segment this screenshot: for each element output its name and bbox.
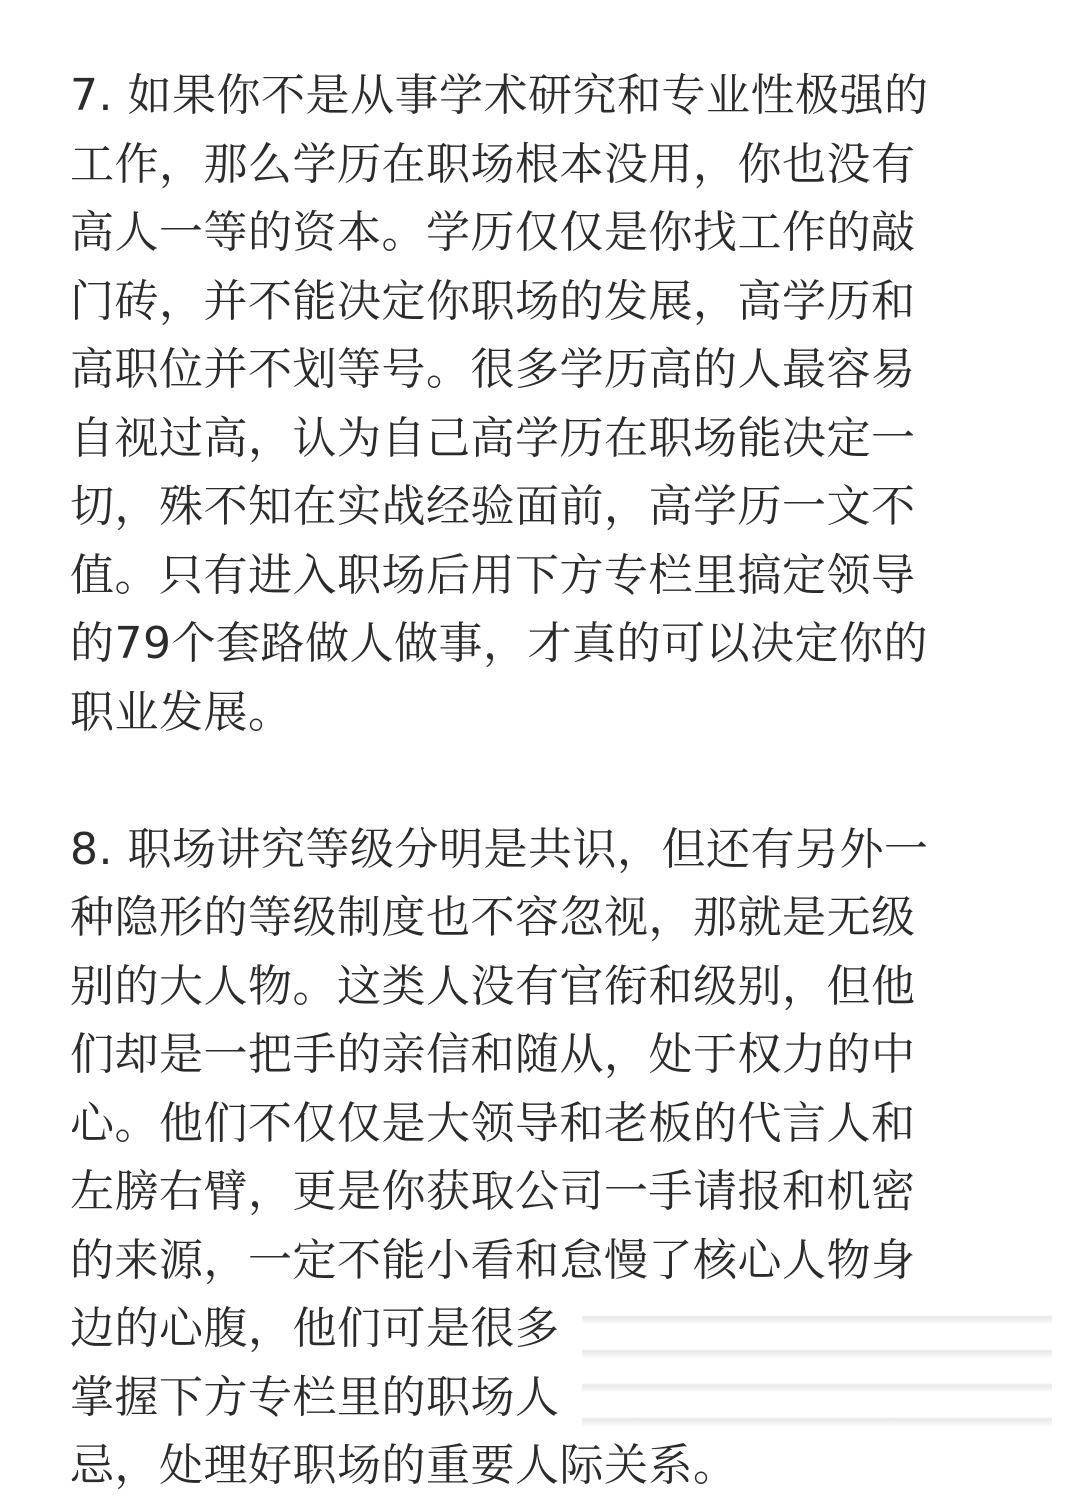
text-line: 职业发展。 (70, 686, 293, 738)
text-line: 忌，处理好职场的重要人际关系。 (70, 1440, 738, 1491)
text-line: 的来源，一定不能小看和怠慢了核心人物身 (70, 1234, 916, 1286)
text-line: 自视过高，认为自己高学历在职场能决定一 (70, 412, 916, 464)
fade-overlay (582, 1295, 1052, 1432)
text-line: 心。他们不仅仅是大领导和老板的代言人和 (70, 1097, 916, 1149)
text-line-truncated: 边的心腹，他们可是很多 (70, 1303, 560, 1354)
paragraph-spacer (70, 747, 1010, 816)
text-line: 们却是一把手的亲信和随从，处于权力的中 (70, 1029, 916, 1080)
text-line: 别的大人物。这类人没有官衔和级别，但他 (70, 960, 916, 1012)
text-line: 高人一等的资本。学历仅仅是你找工作的敲 (70, 207, 916, 258)
text-line: 切，殊不知在实战经验面前，高学历一文不 (70, 481, 916, 532)
text-line: 8. 职场讲究等级分明是共识，但还有另外一 (70, 823, 929, 875)
text-line: 门砖，并不能决定你职场的发展，高学历和 (70, 275, 916, 327)
text-line: 的79个套路做人做事，才真的可以决定你的 (70, 618, 928, 669)
text-line-truncated: 掌握下方专栏里的职场人 (70, 1371, 560, 1423)
text-line: 值。只有进入职场后用下方专栏里搞定领导 (70, 549, 916, 601)
text-line: 左膀右臂，更是你获取公司一手请报和机密 (70, 1166, 916, 1217)
faded-text-block (70, 1295, 1010, 1432)
text-line: 种隐形的等级制度也不容忽视，那就是无级 (70, 892, 916, 943)
article-body (70, 62, 1010, 1501)
text-line: 工作，那么学历在职场根本没用，你也没有 (70, 138, 916, 190)
text-line: 高职位并不划等号。很多学历高的人最容易 (70, 344, 916, 395)
paragraph-8 (70, 816, 1010, 1501)
paragraph-7 (70, 62, 1010, 747)
text-line: 7. 如果你不是从事学术研究和专业性极强的 (70, 70, 929, 121)
